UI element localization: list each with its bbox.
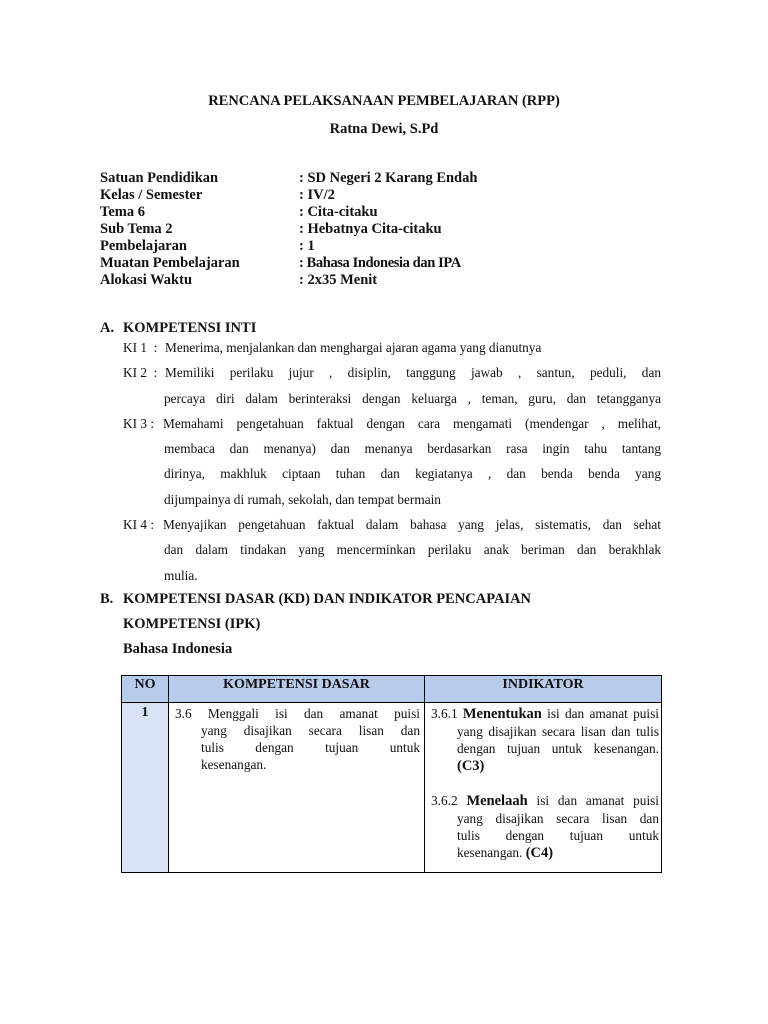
info-label: Muatan Pembelajaran <box>100 255 240 271</box>
ki-item <box>123 411 661 436</box>
info-row <box>100 187 660 204</box>
info-label: Alokasi Waktu <box>100 272 193 288</box>
ki-text-continued: percaya diri dalam berinteraksi dengan keluarga , teman, guru, dan tetangganya <box>164 390 661 406</box>
section-letter: B. <box>100 591 114 607</box>
info-value: : SD Negeri 2 Karang Endah <box>299 170 478 186</box>
cognitive-level: (C4) <box>525 845 554 861</box>
indikator-text-line: yang disajikan secara lisan dan <box>457 811 659 826</box>
info-label: Tema 6 <box>100 204 145 220</box>
identity-block <box>100 170 660 289</box>
page-title: RENCANA PELAKSANAAN PEMBELAJARAN (RPP) <box>208 93 560 109</box>
indikator-text: isi dan amanat puisi <box>536 793 660 808</box>
subject-heading: Bahasa Indonesia <box>123 641 233 657</box>
ki-item <box>123 360 661 385</box>
ki-text-continued: dirinya, makhluk ciptaan tuhan dan kegiatanya , dan benda benda yang <box>164 466 661 482</box>
indikator-first-line <box>431 705 659 723</box>
ki-label: KI 1 : <box>123 340 158 355</box>
indikator-entry <box>431 792 659 862</box>
ki-text: Menyajikan pengetahuan faktual dalam bahasa yang jelas, sistematis, dan sehat <box>163 517 661 533</box>
indikator-keyword: Menentukan <box>462 706 542 722</box>
info-row <box>100 272 660 289</box>
info-label: Satuan Pendidikan <box>100 170 219 186</box>
indikator-text-line: yang disajikan secara lisan dan tulis <box>457 724 659 739</box>
info-value: : 1 <box>299 238 315 254</box>
indikator-number: 3.6.1 <box>431 706 458 721</box>
indikator-entry <box>431 705 659 775</box>
info-row <box>100 170 660 187</box>
kompetensi-inti-list <box>123 335 661 588</box>
info-label: Sub Tema 2 <box>100 221 173 237</box>
author-name: Ratna Dewi, S.Pd <box>329 121 439 137</box>
ki-label: KI 4 : <box>123 517 155 533</box>
indikator-text: isi dan amanat puisi <box>547 706 659 721</box>
table-row <box>122 703 662 873</box>
info-value: : Bahasa Indonesia dan IPA <box>299 255 461 271</box>
row-number: 1 <box>122 703 169 873</box>
info-label: Pembelajaran <box>100 238 187 254</box>
kd-first-line <box>175 705 420 722</box>
ki-item <box>123 335 661 360</box>
header-no: NO <box>122 676 169 703</box>
cognitive-level: (C3) <box>457 758 485 774</box>
indikator-keyword: Menelaah <box>466 793 528 809</box>
ki-text-continued: dijumpainya di rumah, sekolah, dan tempat bermain <box>164 491 441 507</box>
ki-label: KI 2 : <box>123 365 158 381</box>
ki-text: Menerima, menjalankan dan menghargai ajaran agama yang dianutnya <box>165 340 542 355</box>
kd-number: 3.6 <box>175 706 192 721</box>
info-row <box>100 204 660 221</box>
ki-text: Memiliki perilaku jujur , disiplin, tanggung jawab , santun, peduli, dan <box>165 365 661 381</box>
info-row <box>100 221 660 238</box>
kd-text-line: tulis dengan tujuan untuk <box>201 740 420 755</box>
indikator-text: kesenangan. <box>457 845 523 860</box>
header-kompetensi-dasar: KOMPETENSI DASAR <box>169 676 425 703</box>
info-label: Kelas / Semester <box>100 187 203 203</box>
indikator-number: 3.6.2 <box>431 793 458 808</box>
indikator-text-line: tulis dengan tujuan untuk <box>457 828 659 843</box>
kd-text-line: yang disajikan secara lisan dan <box>201 723 420 738</box>
ki-text: Memahami pengetahuan faktual dengan cara mengamati (mendengar , melihat, <box>163 415 661 431</box>
info-row <box>100 238 660 255</box>
section-b-heading-continued: KOMPETENSI (IPK) <box>123 616 261 632</box>
info-value: : Hebatnya Cita-citaku <box>299 221 442 237</box>
indikator-cell <box>425 703 662 873</box>
section-title: KOMPETENSI DASAR (KD) DAN INDIKATOR PENCAPAIAN <box>123 591 532 607</box>
table-header-row <box>122 676 662 703</box>
info-row <box>100 255 660 272</box>
section-letter: A. <box>100 320 115 336</box>
indikator-text-line: dengan tujuan untuk kesenangan. <box>457 741 659 756</box>
section-title: KOMPETENSI INTI <box>123 320 257 336</box>
ki-text-continued: dan dalam tindakan yang mencerminkan perilaku anak beriman dan berakhlak <box>164 542 661 558</box>
header-indikator: INDIKATOR <box>425 676 662 703</box>
kd-indicator-table <box>121 675 662 873</box>
ki-item <box>123 512 661 537</box>
kd-entry <box>175 705 420 773</box>
section-b-heading <box>100 591 531 608</box>
kd-text: Menggali isi dan amanat puisi <box>207 706 420 721</box>
info-value: : Cita-citaku <box>299 204 378 220</box>
info-value: : 2x35 Menit <box>299 272 378 288</box>
kd-cell <box>169 703 425 873</box>
ki-label: KI 3 : <box>123 415 155 431</box>
indikator-text-line <box>431 844 659 862</box>
kd-text-line: kesenangan. <box>201 757 267 772</box>
indikator-code <box>431 757 659 775</box>
indikator-first-line <box>431 792 659 810</box>
ki-text-continued: membaca dan menanya) dan menanya berdasarkan rasa ingin tahu tantang <box>164 441 661 457</box>
info-value: : IV/2 <box>299 187 335 203</box>
ki-text-continued: mulia. <box>164 567 198 583</box>
